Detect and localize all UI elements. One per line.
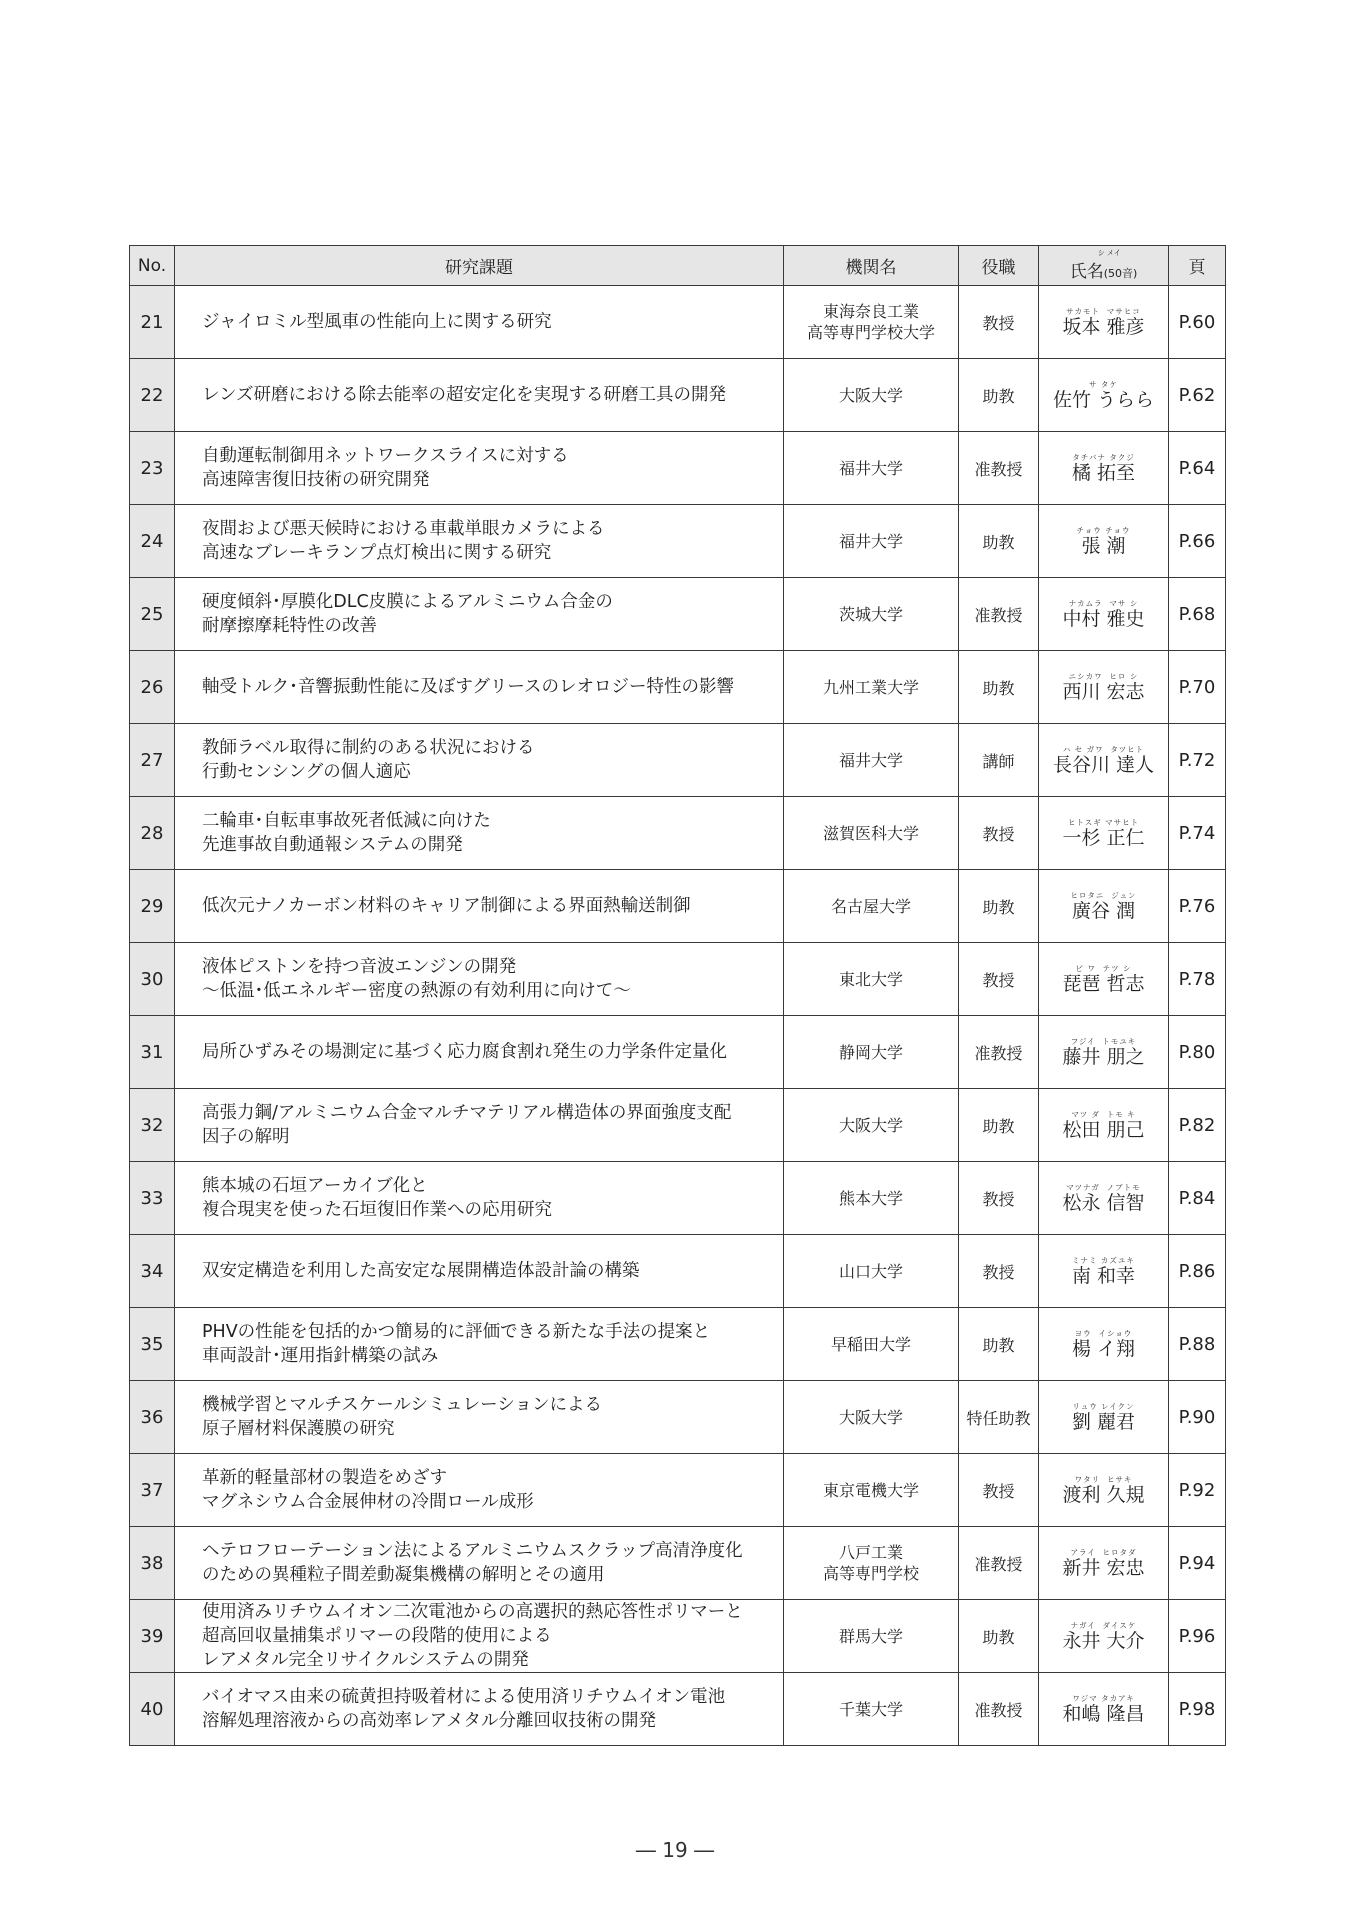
institution <box>784 724 959 797</box>
table-row <box>130 1089 1226 1162</box>
topic-line: 双安定構造を利用した高安定な展開構造体設計論の構築 <box>202 1261 640 1281</box>
page-ref: P.68 <box>1169 578 1226 651</box>
topic-line: PHVの性能を包括的かつ簡易的に評価できる新たな手法の提案と <box>202 1322 711 1342</box>
position-title: 准教授 <box>959 578 1039 651</box>
institution-line: 高等専門学校大学 <box>806 323 935 342</box>
name-ruby: マツ ダ トモ キ <box>1071 1109 1136 1119</box>
name-block <box>1062 818 1144 849</box>
page-ref: P.88 <box>1169 1308 1226 1381</box>
researcher-name <box>1039 724 1169 797</box>
researcher-name <box>1039 651 1169 724</box>
institution <box>784 870 959 943</box>
topic-line: ヘテロフローテーション法によるアルミニウムスクラップ高清浄度化 <box>202 1541 743 1561</box>
researcher-name <box>1039 578 1169 651</box>
researcher-name <box>1039 797 1169 870</box>
institution <box>784 578 959 651</box>
research-topic <box>175 797 784 870</box>
name-text: 渡利 久規 <box>1062 1483 1145 1506</box>
institution <box>784 1016 959 1089</box>
page-ref: P.66 <box>1169 505 1226 578</box>
institution <box>784 1089 959 1162</box>
name-ruby: ハ セ ガワ タツヒト <box>1062 744 1145 754</box>
table-row <box>130 1673 1226 1746</box>
topic-line: 教師ラベル取得に制約のある状況における <box>202 738 535 758</box>
name-block <box>1062 1694 1144 1725</box>
row-number: 24 <box>130 505 175 578</box>
research-topic <box>175 1235 784 1308</box>
name-text: 西川 宏志 <box>1062 680 1145 703</box>
research-topic <box>175 1454 784 1527</box>
researcher-name <box>1039 286 1169 359</box>
institution <box>784 943 959 1016</box>
name-block <box>1053 380 1154 411</box>
researcher-name <box>1039 359 1169 432</box>
table-body <box>130 286 1226 1746</box>
row-number: 39 <box>130 1600 175 1673</box>
researcher-name <box>1039 505 1169 578</box>
row-number: 32 <box>130 1089 175 1162</box>
page-ref: P.92 <box>1169 1454 1226 1527</box>
institution-line: 山口大学 <box>838 1261 903 1281</box>
position-title: 助教 <box>959 1089 1039 1162</box>
row-number: 31 <box>130 1016 175 1089</box>
row-number: 34 <box>130 1235 175 1308</box>
name-text: 坂本 雅彦 <box>1062 315 1145 338</box>
topic-line: バイオマス由来の硫黄担持吸着材による使用済リチウムイオン電池 <box>202 1687 726 1707</box>
table-row <box>130 1016 1226 1089</box>
institution-line: 茨城大学 <box>838 604 903 624</box>
topic-line: ～低温･低エネルギー密度の熱源の有効利用に向けて～ <box>202 981 631 1001</box>
table-row <box>130 505 1226 578</box>
name-ruby: ワジマ タカアキ <box>1072 1693 1135 1703</box>
table-row <box>130 1162 1226 1235</box>
position-title: 准教授 <box>959 1016 1039 1089</box>
position-title: 教授 <box>959 797 1039 870</box>
table-row <box>130 1235 1226 1308</box>
name-ruby: フジイ トモユキ <box>1070 1036 1137 1046</box>
name-text: 松永 信智 <box>1062 1191 1145 1214</box>
institution-line: 静岡大学 <box>838 1042 903 1062</box>
name-block <box>1062 964 1144 995</box>
position-title: 准教授 <box>959 432 1039 505</box>
institution-line: 東京電機大学 <box>822 1480 919 1500</box>
row-number: 40 <box>130 1673 175 1746</box>
name-text: 中村 雅史 <box>1062 607 1145 630</box>
name-block <box>1072 1329 1135 1360</box>
name-text: 橘 拓至 <box>1071 461 1136 484</box>
researcher-name <box>1039 943 1169 1016</box>
header-row <box>130 246 1226 286</box>
research-topic <box>175 651 784 724</box>
row-number: 26 <box>130 651 175 724</box>
table-row <box>130 359 1226 432</box>
table-row <box>130 943 1226 1016</box>
name-block <box>1070 891 1136 922</box>
institution-line: 滋賀医科大学 <box>822 823 919 843</box>
topic-line: レンズ研磨における除去能率の超安定化を実現する研磨工具の開発 <box>202 385 727 405</box>
institution <box>784 797 959 870</box>
page-ref: P.60 <box>1169 286 1226 359</box>
institution <box>784 651 959 724</box>
row-number: 21 <box>130 286 175 359</box>
name-text: 松田 朋己 <box>1062 1118 1145 1141</box>
name-ruby: サ タケ <box>1089 379 1118 389</box>
name-block <box>1062 599 1144 630</box>
page-ref: P.98 <box>1169 1673 1226 1746</box>
name-ruby: ワタリ ヒサキ <box>1074 1474 1133 1484</box>
topic-line: のための異種粒子間差動凝集機構の解明とその適用 <box>202 1565 605 1585</box>
researcher-name <box>1039 870 1169 943</box>
topic-line: 溶解処理溶液からの高効率レアメタル分離回収技術の開発 <box>202 1711 656 1731</box>
row-number: 29 <box>130 870 175 943</box>
name-block <box>1062 1621 1144 1652</box>
name-ruby: ビ ワ テツ シ <box>1075 963 1132 973</box>
table-row <box>130 432 1226 505</box>
page-ref: P.96 <box>1169 1600 1226 1673</box>
page-ref: P.64 <box>1169 432 1226 505</box>
position-title: 教授 <box>959 1454 1039 1527</box>
researcher-name <box>1039 1673 1169 1746</box>
institution-line: 九州工業大学 <box>822 677 919 697</box>
name-text: 廣谷 潤 <box>1071 899 1136 922</box>
name-block <box>1062 307 1144 338</box>
page-ref: P.62 <box>1169 359 1226 432</box>
institution <box>784 505 959 578</box>
name-block <box>1062 1110 1144 1141</box>
research-topic <box>175 505 784 578</box>
table-row <box>130 1600 1226 1673</box>
name-ruby: ニシカワ ヒロ シ <box>1068 671 1139 681</box>
header-no: No. <box>130 246 175 286</box>
research-topic <box>175 943 784 1016</box>
name-block <box>1062 672 1144 703</box>
page-ref: P.86 <box>1169 1235 1226 1308</box>
topic-line: 使用済みリチウムイオン二次電池からの高選択的熱応答性ポリマーと <box>202 1602 743 1622</box>
table-row <box>130 1381 1226 1454</box>
institution-line: 福井大学 <box>838 750 903 770</box>
name-block <box>1062 1475 1144 1506</box>
institution-line: 千葉大学 <box>838 1699 903 1719</box>
position-title: 助教 <box>959 505 1039 578</box>
topic-line: 二輪車･自転車事故死者低減に向けた <box>202 811 491 831</box>
name-block <box>1072 1402 1135 1433</box>
researcher-name <box>1039 1308 1169 1381</box>
name-ruby: タチバナ タクジ <box>1072 452 1135 462</box>
table-header <box>130 246 1226 286</box>
research-topic <box>175 1527 784 1600</box>
research-topic <box>175 1016 784 1089</box>
research-topic <box>175 724 784 797</box>
institution <box>784 1527 959 1600</box>
topic-line: 複合現実を使った石垣復旧作業への応用研究 <box>202 1200 552 1220</box>
institution <box>784 1162 959 1235</box>
header-institution: 機関名 <box>784 246 959 286</box>
name-ruby: ナガイ ダイスケ <box>1070 1620 1137 1630</box>
researcher-name <box>1039 1454 1169 1527</box>
position-title: 助教 <box>959 870 1039 943</box>
topic-line: 熊本城の石垣アーカイブ化と <box>202 1176 428 1196</box>
page-ref: P.82 <box>1169 1089 1226 1162</box>
name-block <box>1072 453 1135 484</box>
position-title: 教授 <box>959 943 1039 1016</box>
institution <box>784 1235 959 1308</box>
institution <box>784 286 959 359</box>
institution-line: 東海奈良工業 <box>822 302 919 321</box>
position-title: 教授 <box>959 1235 1039 1308</box>
institution-line: 早稲田大学 <box>830 1334 911 1354</box>
row-number: 28 <box>130 797 175 870</box>
page-ref: P.84 <box>1169 1162 1226 1235</box>
institution-line: 高等専門学校 <box>822 1564 919 1583</box>
topic-line: ジャイロミル型風車の性能向上に関する研究 <box>202 312 552 332</box>
table-row <box>130 1454 1226 1527</box>
page-ref: P.90 <box>1169 1381 1226 1454</box>
institution-line: 福井大学 <box>838 458 903 478</box>
table-row <box>130 870 1226 943</box>
name-ruby: リュウ レイクン <box>1072 1401 1135 1411</box>
topic-line: 耐摩擦摩耗特性の改善 <box>202 616 377 636</box>
institution-line: 大阪大学 <box>838 1407 903 1427</box>
position-title: 准教授 <box>959 1527 1039 1600</box>
position-title: 教授 <box>959 286 1039 359</box>
institution-line: 大阪大学 <box>838 1115 903 1135</box>
table-row <box>130 286 1226 359</box>
header-topic: 研究課題 <box>175 246 784 286</box>
institution-line: 群馬大学 <box>838 1626 903 1646</box>
row-number: 23 <box>130 432 175 505</box>
page-ref: P.70 <box>1169 651 1226 724</box>
name-ruby: ナカムラ マサ シ <box>1068 598 1139 608</box>
researcher-name <box>1039 1527 1169 1600</box>
table-row <box>130 578 1226 651</box>
researcher-name <box>1039 1600 1169 1673</box>
name-text: 南 和幸 <box>1071 1264 1136 1287</box>
name-ruby: サカモト マサヒコ <box>1066 306 1141 316</box>
research-topic <box>175 286 784 359</box>
topic-line: 液体ピストンを持つ音波エンジンの開発 <box>202 957 517 977</box>
position-title: 准教授 <box>959 1673 1039 1746</box>
row-number: 36 <box>130 1381 175 1454</box>
header-role: 役職 <box>959 246 1039 286</box>
table-row <box>130 651 1226 724</box>
table-row <box>130 797 1226 870</box>
name-block <box>1062 1183 1144 1214</box>
row-number: 33 <box>130 1162 175 1235</box>
header-name-wrap <box>1070 249 1138 282</box>
topic-line: 行動センシングの個人適応 <box>202 762 411 782</box>
researcher-name <box>1039 1016 1169 1089</box>
header-name-ruby: シ メイ <box>1097 249 1121 257</box>
topic-line: 先進事故自動通報システムの開発 <box>202 835 463 855</box>
page-ref: P.78 <box>1169 943 1226 1016</box>
row-number: 38 <box>130 1527 175 1600</box>
position-title: 助教 <box>959 1308 1039 1381</box>
name-ruby: マツナガ ノブトモ <box>1066 1182 1141 1192</box>
researcher-name <box>1039 1162 1169 1235</box>
header-name <box>1039 246 1169 286</box>
topic-line: 夜間および悪天候時における車載単眼カメラによる <box>202 519 605 539</box>
name-text: 劉 麗君 <box>1071 1410 1136 1433</box>
research-topic <box>175 870 784 943</box>
name-text: 楊 イ翔 <box>1071 1337 1136 1360</box>
row-number: 35 <box>130 1308 175 1381</box>
institution <box>784 432 959 505</box>
position-title: 特任助教 <box>959 1381 1039 1454</box>
institution-line: 八戸工業 <box>838 1543 903 1562</box>
institution <box>784 1454 959 1527</box>
name-text: 和嶋 隆昌 <box>1062 1702 1145 1725</box>
name-text: 永井 大介 <box>1062 1629 1145 1652</box>
position-title: 助教 <box>959 359 1039 432</box>
position-title: 教授 <box>959 1162 1039 1235</box>
research-topic <box>175 359 784 432</box>
research-topic <box>175 1162 784 1235</box>
name-ruby: ヒロタニ ジュン <box>1070 890 1137 900</box>
topic-line: 低次元ナノカーボン材料のキャリア制御による界面熱輸送制御 <box>202 896 691 916</box>
research-topic <box>175 1308 784 1381</box>
name-ruby: チョウ チョウ <box>1076 525 1131 535</box>
row-number: 37 <box>130 1454 175 1527</box>
name-ruby: アライ ヒロタダ <box>1070 1547 1137 1557</box>
institution <box>784 1308 959 1381</box>
topic-line: レアメタル完全リサイクルシステムの開発 <box>202 1650 529 1670</box>
name-block <box>1062 1548 1144 1579</box>
position-title: 助教 <box>959 1600 1039 1673</box>
topic-line: マグネシウム合金展伸材の冷間ロール成形 <box>202 1492 534 1512</box>
header-page: 頁 <box>1169 246 1226 286</box>
name-ruby: ヨウ イショウ <box>1074 1328 1133 1338</box>
topic-line: 因子の解明 <box>202 1127 290 1147</box>
institution-line: 大阪大学 <box>838 385 903 405</box>
name-ruby: ヒトスギ マサヒト <box>1067 817 1140 827</box>
topic-line: 高速障害復旧技術の研究開発 <box>202 470 430 490</box>
name-block <box>1077 526 1131 557</box>
row-number: 25 <box>130 578 175 651</box>
name-text: 藤井 朋之 <box>1062 1045 1145 1068</box>
page-number: ― 19 ― <box>635 1838 715 1862</box>
institution <box>784 1381 959 1454</box>
page-ref: P.74 <box>1169 797 1226 870</box>
page-ref: P.76 <box>1169 870 1226 943</box>
header-name-sub: (50音) <box>1103 267 1138 280</box>
topic-line: 革新的軽量部材の製造をめざす <box>202 1468 447 1488</box>
table-row <box>130 1308 1226 1381</box>
research-topic <box>175 1673 784 1746</box>
name-text: 佐竹 うらら <box>1052 388 1155 411</box>
topic-line: 機械学習とマルチスケールシミュレーションによる <box>202 1395 602 1415</box>
name-text: 新井 宏忠 <box>1062 1556 1145 1579</box>
topic-line: 軸受トルク･音響振動性能に及ぼすグリースのレオロジー特性の影響 <box>202 677 734 697</box>
researcher-name <box>1039 432 1169 505</box>
research-topic <box>175 1089 784 1162</box>
researcher-name <box>1039 1235 1169 1308</box>
name-text: 長谷川 達人 <box>1052 753 1155 776</box>
table-row <box>130 724 1226 797</box>
researcher-name <box>1039 1381 1169 1454</box>
page-ref: P.80 <box>1169 1016 1226 1089</box>
row-number: 27 <box>130 724 175 797</box>
row-number: 30 <box>130 943 175 1016</box>
institution-line: 福井大学 <box>838 531 903 551</box>
name-text: 琵琶 哲志 <box>1062 972 1145 995</box>
institution-line: 熊本大学 <box>838 1188 903 1208</box>
row-number: 22 <box>130 359 175 432</box>
name-block <box>1062 1037 1144 1068</box>
position-title: 講師 <box>959 724 1039 797</box>
research-topic <box>175 1381 784 1454</box>
page-ref: P.94 <box>1169 1527 1226 1600</box>
research-topic <box>175 432 784 505</box>
research-topic <box>175 578 784 651</box>
topic-line: 局所ひずみその場測定に基づく応力腐食割れ発生の力学条件定量化 <box>202 1042 727 1062</box>
page-ref: P.72 <box>1169 724 1226 797</box>
name-ruby: ミナミ カズユキ <box>1072 1255 1135 1265</box>
position-title: 助教 <box>959 651 1039 724</box>
topic-line: 高速なブレーキランプ点灯検出に関する研究 <box>202 543 552 563</box>
name-block <box>1072 1256 1135 1287</box>
topic-line: 車両設計･運用指針構築の試み <box>202 1346 439 1366</box>
table-row <box>130 1527 1226 1600</box>
research-topics-table <box>129 245 1226 1746</box>
name-text: 張 潮 <box>1081 534 1126 557</box>
topic-line: 原子層材料保護膜の研究 <box>202 1419 395 1439</box>
researcher-name <box>1039 1089 1169 1162</box>
topic-line: 自動運転制御用ネットワークスライスに対する <box>202 446 569 466</box>
institution <box>784 1673 959 1746</box>
name-block <box>1053 745 1154 776</box>
institution <box>784 359 959 432</box>
research-topic <box>175 1600 784 1673</box>
institution-line: 東北大学 <box>838 969 903 989</box>
topic-line: 超高回収量捕集ポリマーの段階的使用による <box>202 1626 552 1646</box>
institution-line: 名古屋大学 <box>830 896 911 916</box>
topic-line: 硬度傾斜･厚膜化DLC皮膜によるアルミニウム合金の <box>202 592 613 612</box>
name-text: 一杉 正仁 <box>1062 826 1145 849</box>
header-name-label: 氏名 <box>1069 262 1104 282</box>
topic-line: 高張力鋼/アルミニウム合金マルチマテリアル構造体の界面強度支配 <box>202 1103 732 1123</box>
institution <box>784 1600 959 1673</box>
